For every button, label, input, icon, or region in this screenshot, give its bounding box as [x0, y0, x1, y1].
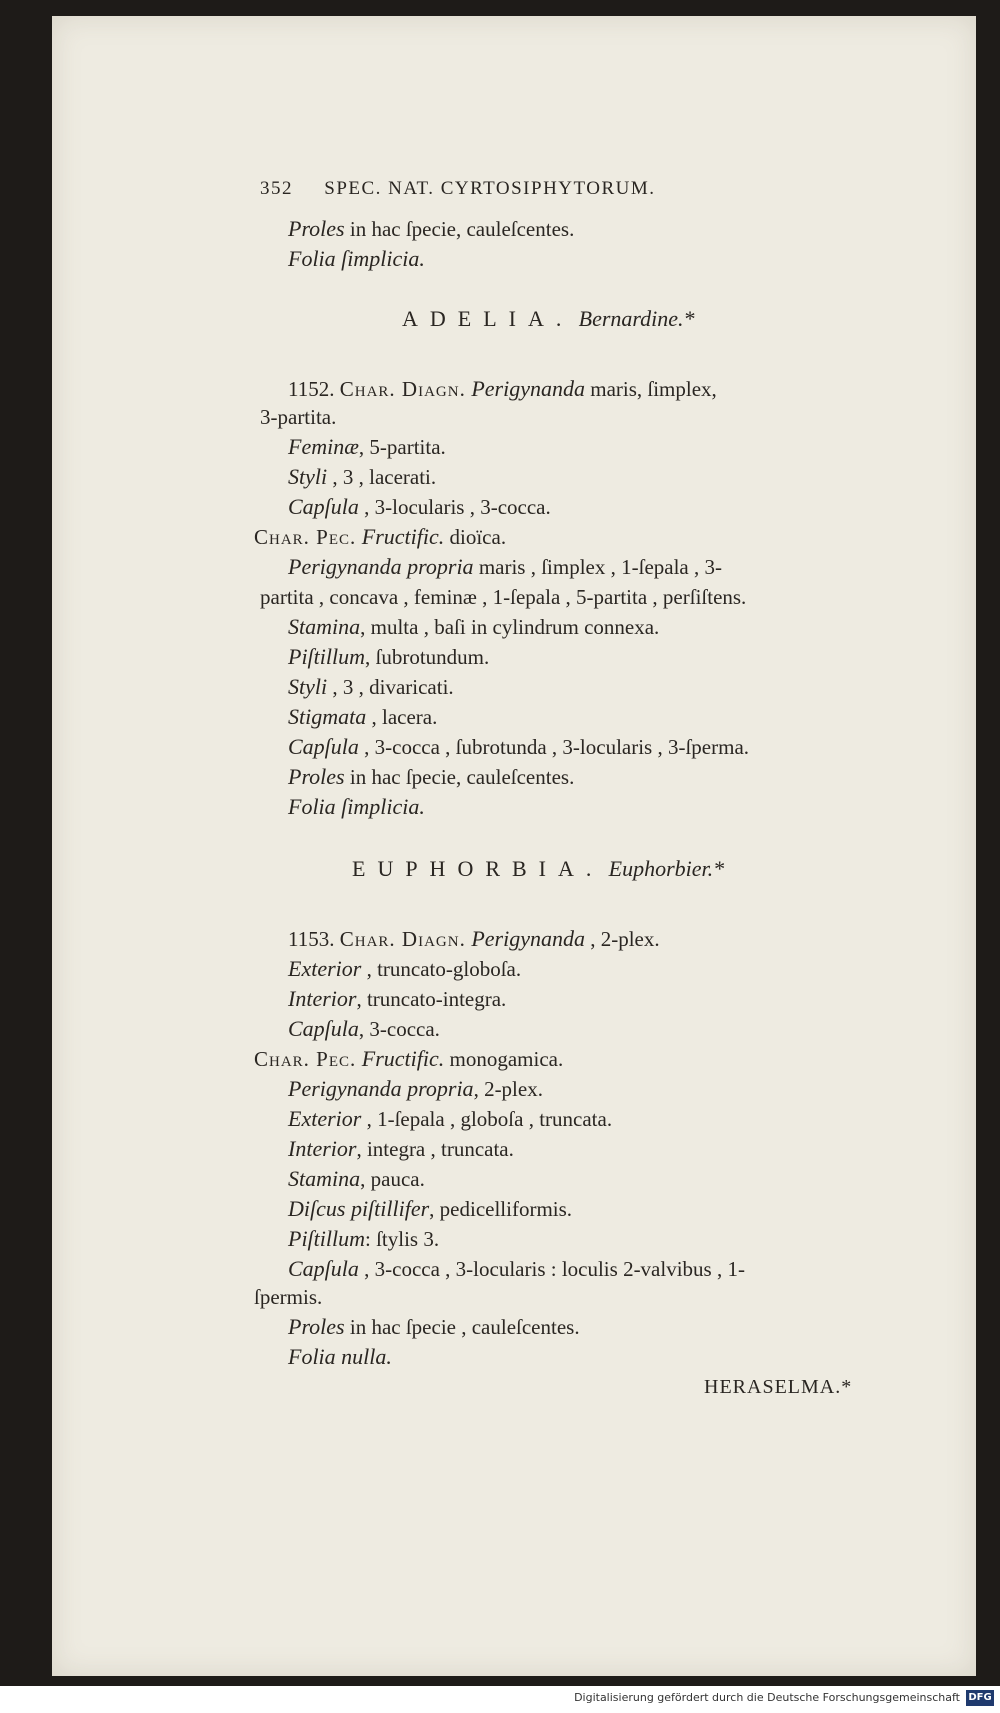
text-line: Stamina, pauca.: [288, 1166, 425, 1191]
genus-heading-adelia: ADELIA. Bernardine.*: [402, 306, 695, 331]
footer-bar: [0, 1686, 1000, 1713]
running-header: [260, 176, 656, 202]
text-line: Proles in hac ſpecie , cauleſcentes.: [288, 1314, 580, 1339]
text-line: ſpermis.: [254, 1285, 323, 1309]
text-line: Proles in hac ſpecie, cauleſcentes.: [288, 216, 575, 241]
text-line: Folia nulla.: [288, 1344, 392, 1369]
text-line: 3-partita.: [260, 405, 337, 429]
text-line: partita , concava , feminæ , 1-ſepala , 5-partita , perſiſtens.: [260, 585, 747, 609]
text-line: Diſcus piſtillifer, pedicelliformis.: [288, 1196, 573, 1221]
text-line: Folia ſimplicia.: [288, 246, 425, 271]
genus-heading-euphorbia: EUPHORBIA. Euphorbier.*: [352, 856, 725, 881]
text-line: Stigmata , lacera.: [288, 704, 438, 729]
text-line: Piſtillum, ſubrotundum.: [288, 644, 490, 669]
book-page: [52, 16, 976, 1676]
text-line: Perigynanda propria maris , ſimplex , 1-ſepala , 3-: [288, 554, 722, 579]
text-line: Stamina, multa , baſi in cylindrum connexa.: [288, 614, 660, 639]
text-line: Char. Pec. Fructific. monogamica.: [254, 1046, 564, 1071]
text-line: Interior, truncato-integra.: [288, 986, 507, 1011]
text-line: Capſula , 3-locularis , 3-cocca.: [288, 494, 551, 519]
text-line: Folia ſimplicia.: [288, 794, 425, 819]
text-line: Styli , 3 , lacerati.: [288, 464, 437, 489]
text-line: Char. Pec. Fructific. dioïca.: [254, 524, 507, 549]
page-number: 352: [260, 178, 293, 199]
text-line: Piſtillum: ſtylis 3.: [288, 1226, 440, 1251]
text-line: 1153. Char. Diagn. Perigynanda , 2-plex.: [288, 926, 660, 951]
text-line: Capſula , 3-cocca , 3-locularis : loculis 2-valvibus , 1-: [288, 1256, 745, 1281]
catchword: HERASELMA.*: [704, 1376, 853, 1398]
text-line: 1152. Char. Diagn. Perigynanda maris, ſimplex,: [288, 376, 717, 401]
text-line: Capſula, 3-cocca.: [288, 1016, 440, 1041]
text-line: Capſula , 3-cocca , ſubrotunda , 3-locularis , 3-ſperma.: [288, 734, 750, 759]
text-line: Perigynanda propria, 2-plex.: [288, 1076, 543, 1101]
text-line: Proles in hac ſpecie, cauleſcentes.: [288, 764, 575, 789]
footer-credit: Digitalisierung gefördert durch die Deutsche Forschungsgemeinschaft: [574, 1691, 960, 1704]
text-line: Exterior , truncato-globoſa.: [288, 956, 522, 981]
text-line: Styli , 3 , divaricati.: [288, 674, 454, 699]
text-line: Interior, integra , truncata.: [288, 1136, 514, 1161]
text-line: Feminæ, 5-partita.: [288, 434, 446, 459]
dfg-logo: DFG: [966, 1690, 994, 1706]
running-title: SPEC. NAT. CYRTOSIPHYTORUM.: [324, 178, 656, 199]
text-line: Exterior , 1-ſepala , globoſa , truncata.: [288, 1106, 613, 1131]
